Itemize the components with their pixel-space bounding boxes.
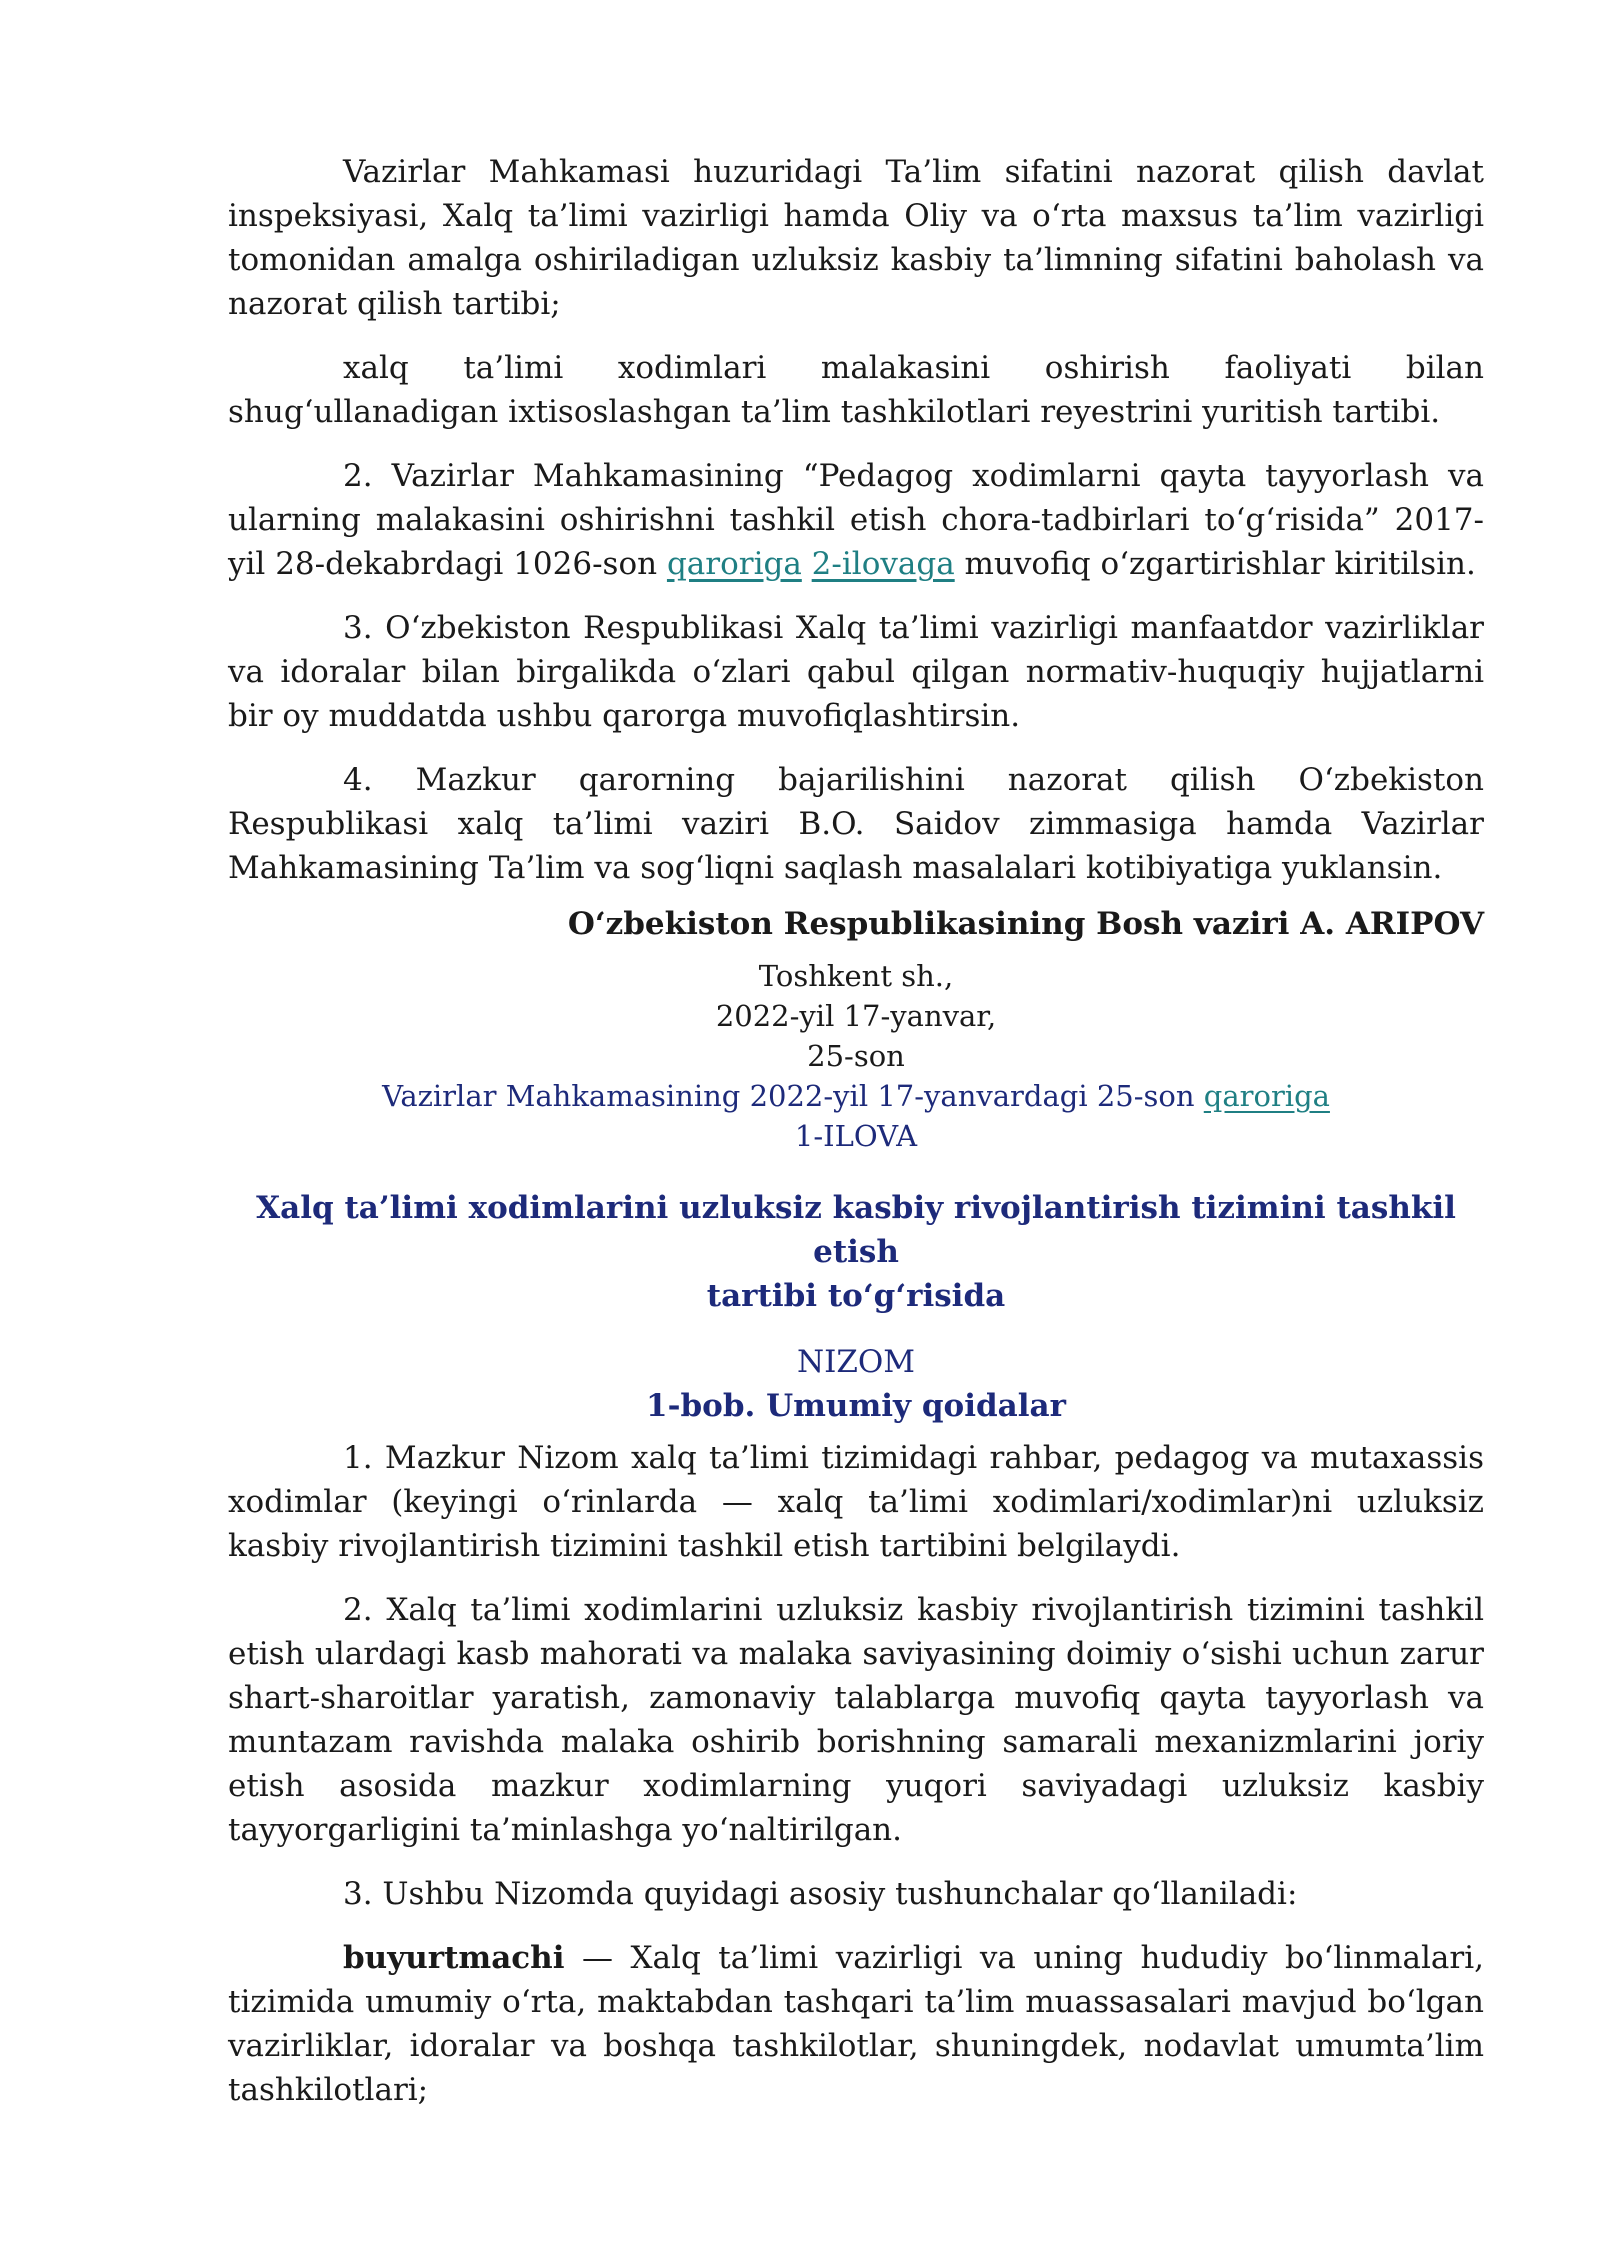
- annex-link-qaroriga[interactable]: qaroriga: [1203, 1079, 1330, 1113]
- annex-label: 1-ILOVA: [794, 1119, 918, 1153]
- document-page: [228, 150, 1484, 2132]
- paragraph-item-2: [228, 454, 1484, 586]
- definition-text: — Xalq ta’limi vazirligi va uning hududiy bo‘linmalari, tizimida umumiy o‘rta, maktabdan tashqari ta’lim muassasalari mavjud bo‘lgan vazirliklar, idoralar va boshqa tashkilotlar, shuningdek, nodavlat umumta’lim tashkilotlari;: [228, 1940, 1484, 2108]
- regulation-paragraph-1: 1. Mazkur Nizom xalq ta’limi tizimidagi rahbar, pedagog va mutaxassis xodimlar (keyingi o‘rinlarda — xalq ta’limi xodimlari/xodimlar)ni uzluksiz kasbiy rivojlantirish tizimini tashkil etish tartibini belgilaydi.: [228, 1440, 1484, 1564]
- place-city: Toshkent sh.,: [758, 959, 954, 993]
- item-2-text: 2. Vazirlar Mahkamasining “Pedagog xodimlarni qayta tayyorlash va ularning malakasini oshirishni tashkil etish chora-tadbirlari to‘g‘risida” 2017-yil 28-dekabrdagi 1026-son: [228, 458, 1484, 582]
- place-date-block: [228, 956, 1484, 1076]
- annex-ref-text: Vazirlar Mahkamasining 2022-yil 17-yanvardagi 25-son: [382, 1079, 1204, 1113]
- regulation-paragraph-3: 3. Ushbu Nizomda quyidagi asosiy tushunchalar qo‘llaniladi:: [343, 1876, 1298, 1912]
- annex-reference: [228, 1076, 1484, 1156]
- link-qaroriga[interactable]: qaroriga: [666, 546, 802, 582]
- regulation-title-line-2: tartibi to‘g‘risida: [706, 1278, 1006, 1314]
- decree-date: 2022-yil 17-yanvar,: [715, 999, 997, 1033]
- regulation-title: [228, 1186, 1484, 1318]
- paragraph-registry-procedure: xalq ta’limi xodimlari malakasini oshirish faoliyati bilan shug‘ullanadigan ixtisoslashgan ta’lim tashkilotlari reyestrini yuritish tartibi.: [228, 350, 1484, 430]
- definition-term: buyurtmachi: [343, 1940, 565, 1976]
- link-2-ilovaga[interactable]: 2-ilovaga: [811, 546, 955, 582]
- nizom-heading: NIZOM: [796, 1344, 916, 1380]
- regulation-title-line-1: Xalq ta’limi xodimlarini uzluksiz kasbiy rivojlantirish tizimini tashkil etish: [256, 1190, 1456, 1270]
- chapter-heading: 1-bob. Umumiy qoidalar: [646, 1388, 1066, 1424]
- definition-buyurtmachi: [228, 1936, 1484, 2112]
- annex-ref-line: [228, 1076, 1484, 1116]
- paragraph-item-4: 4. Mazkur qarorning bajarilishini nazorat qilish O‘zbekiston Respublikasi xalq ta’limi vaziri B.O. Saidov zimmasiga hamda Vazirlar Mahkamasining Ta’lim va sog‘liqni saqlash masalalari kotibiyatiga yuklansin.: [228, 762, 1484, 886]
- paragraph-item-3: 3. O‘zbekiston Respublikasi Xalq ta’limi vazirligi manfaatdor vazirliklar va idoralar bilan birgalikda o‘zlari qabul qilgan normativ-huquqiy hujjatlarni bir oy muddatda ushbu qarorga muvofiqlashtirsin.: [228, 610, 1484, 734]
- regulation-paragraph-2: 2. Xalq ta’limi xodimlarini uzluksiz kasbiy rivojlantirish tizimini tashkil etish ulardagi kasb mahorati va malaka saviyasining doimiy o‘sishi uchun zarur shart-sharoitlar yaratish, zamonaviy talablarga muvofiq qayta tayyorlash va muntazam ravishda malaka oshirib borishning samarali mexanizmlarini joriy etish asosida mazkur xodimlarning yuqori saviyadagi uzluksiz kasbiy tayyorgarligini ta’minlashga yo‘naltirilgan.: [228, 1592, 1484, 1848]
- signature-line: O‘zbekiston Respublikasining Bosh vaziri A. ARIPOV: [567, 906, 1484, 942]
- decree-number: 25-son: [807, 1039, 905, 1073]
- paragraph-inspection-procedure: Vazirlar Mahkamasi huzuridagi Ta’lim sifatini nazorat qilish davlat inspeksiyasi, Xalq ta’limi vazirligi hamda Oliy va o‘rta maxsus ta’lim vazirligi tomonidan amalga oshiriladigan uzluksiz kasbiy ta’limning sifatini baholash va nazorat qilish tartibi;: [228, 154, 1484, 322]
- item-2-text-end: muvofiq o‘zgartirishlar kiritilsin.: [954, 546, 1476, 582]
